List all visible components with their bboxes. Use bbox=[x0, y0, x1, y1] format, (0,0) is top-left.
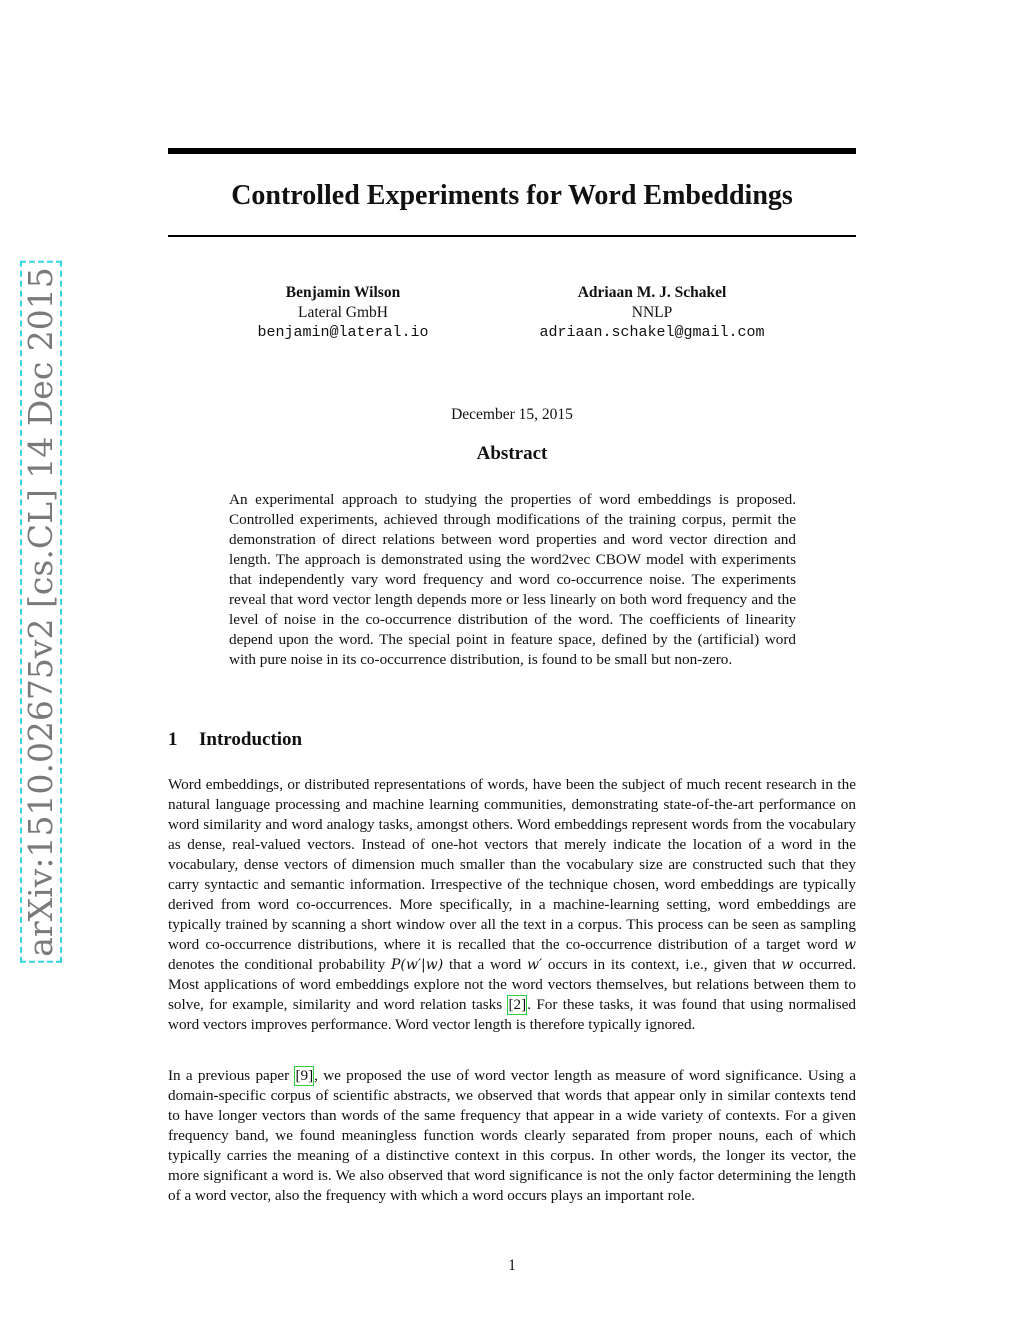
section-title: Introduction bbox=[199, 729, 303, 750]
author-affiliation: Lateral GmbH bbox=[298, 304, 388, 321]
author-block-2 bbox=[512, 283, 792, 343]
author-block-1 bbox=[230, 283, 456, 343]
abstract-text: An experimental approach to studying the properties of word embeddings is proposed. Controlled experiments, achieved through modifications of the training corpus, permit the demonstration of direct relations between word properties and word vector direction and length. The approach is demonstrated using the word2vec CBOW model with experiments that independently vary word frequency and word co-occurrence noise. The experiments reveal that word vector length depends more or less linearly on both word frequency and the level of noise in the co-occurrence distribution of the word. The coefficients of linearity depend upon the word. The special point in feature space, defined by the (artificial) word with pure noise in its co-occurrence distribution, is found to be small but non-zero. bbox=[229, 491, 796, 668]
author-affiliation: NNLP bbox=[631, 304, 673, 321]
paragraph-text: Word embeddings, or distributed representations of words, have been the subject of much recent research in the natural language processing and machine learning communities, demonstrating state-of-the-art performance on word similarity and word analogy tasks, amongst others. Word embeddings represent words from the vocabulary as dense, real-valued vectors. Instead of one-hot vectors that merely indicate the location of a word in the vocabulary, dense vectors of dimension much smaller than the vocabulary size are constructed such that they carry syntactic and semantic information. Irrespective of the technique chosen, word embeddings are typically derived from word co-occurrences. More specifically, in a machine-learning setting, word embeddings are typically trained by scanning a short window over all the text in a corpus. This process can be seen as sampling word co-occurrence distributions, where it is recalled that the co-occurrence distribution of a target word bbox=[168, 776, 856, 953]
math-w-prime: w′ bbox=[526, 957, 543, 973]
author-name: Adriaan M. J. Schakel bbox=[577, 284, 727, 301]
publication-date: December 15, 2015 bbox=[451, 406, 573, 423]
math-w: w bbox=[844, 937, 857, 953]
citation-link-9[interactable]: [9] bbox=[295, 1067, 314, 1084]
paragraph-text: that a word bbox=[448, 956, 522, 973]
paragraph-text: occurs in its context, i.e., given that bbox=[547, 956, 776, 973]
paragraph-text: In a previous paper bbox=[168, 1067, 290, 1084]
paragraph-text: denotes the conditional probability bbox=[168, 956, 386, 973]
page-number: 1 bbox=[508, 1257, 516, 1274]
author-email: adriaan.schakel@gmail.com bbox=[539, 324, 765, 341]
author-name: Benjamin Wilson bbox=[285, 284, 401, 301]
paper-title: Controlled Experiments for Word Embeddings bbox=[231, 180, 793, 211]
section-number: 1 bbox=[168, 729, 178, 750]
abstract-heading: Abstract bbox=[476, 443, 548, 464]
author-email: benjamin@lateral.io bbox=[257, 324, 429, 341]
intro-paragraph-2 bbox=[168, 1066, 856, 1206]
paragraph-text: . For these tasks, it was found that using normalised word vectors improves performance. Word vector length is therefore typically ignored. bbox=[168, 996, 857, 1033]
math-conditional-probability: P(w′|w) bbox=[390, 957, 444, 973]
title-top-rule bbox=[168, 148, 856, 154]
math-w: w bbox=[781, 957, 794, 973]
intro-paragraph-1 bbox=[168, 775, 856, 1035]
citation-link-2[interactable]: [2] bbox=[508, 996, 527, 1013]
paragraph-text: , we proposed the use of word vector length as measure of word significance. Using a domain-specific corpus of scientific abstracts, we observed that words that appear only in similar contexts tend to have longer vectors than words of the same frequency that appear in a wide variety of contexts. For a given frequency band, we found meaningless function words clearly separated from proper nouns, each of which typically carries the meaning of a distinctive context in this corpus. In other words, the longer its vector, the more significant a word is. We also observed that word significance is not the only factor determining the length of a word vector, also the frequency with which a word occurs plays an important role. bbox=[168, 1067, 856, 1204]
paragraph-text: occurred. Most applications of word embeddings explore not the word vectors themselves, but relations between them to solve, for example, similarity and word relation tasks bbox=[168, 956, 857, 1013]
section-heading-introduction bbox=[168, 729, 302, 751]
arxiv-identifier-stamp: arXiv:1510.02675v2 [cs.CL] 14 Dec 2015 bbox=[20, 261, 62, 963]
title-bottom-rule bbox=[168, 235, 856, 237]
